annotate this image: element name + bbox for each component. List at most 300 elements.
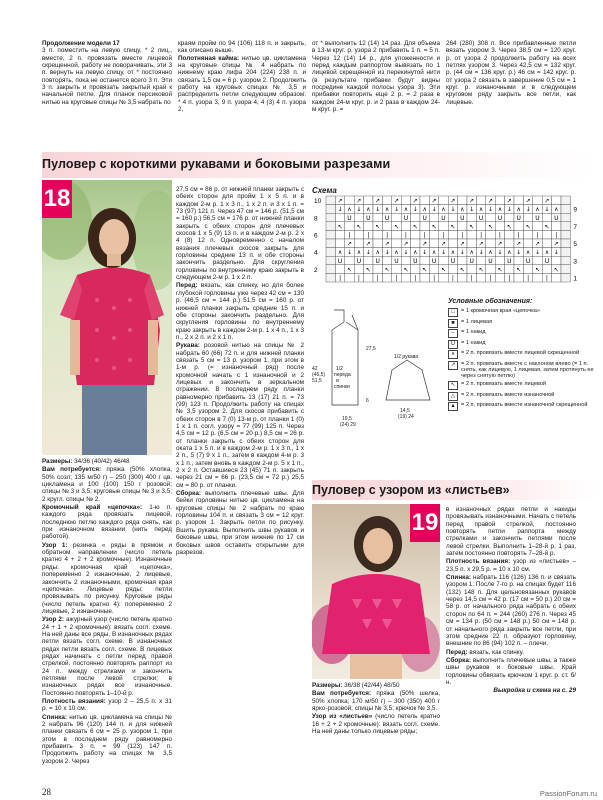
chart-symbol: | (527, 275, 530, 282)
continuation-heading: Продолжение модели 17 (42, 40, 120, 47)
chart-cell (561, 256, 570, 265)
model-19-col-right: в изнаночных рядах петли и накиды провязывать изнаночными. Начать с петель перед правой стрелкой, постоянно повторять петли раппорта между стрелками и закончить петлями после левой стрелки. Выполнить 1–28-й р. 1 раз, затем постоянно повторять 7–28-й р. Плотность вязания: узор из «листьев» – 23,5 п. x 29,5 р. = 10 x 10 см. Спинка: набрать 116 (126) 136 п. и связать узором 1. После 7-го р. на спицах будет 116 (132) 148 п. Для цельновязанных рукавов через 14,5 см = 42 р. (17 см = 50 р.) 20 см = 58 р. от начального ряда набрать с обеих сторон по 64 п. = 244 (260) 276 п. Через 45 см = 134 р. (50 см = 148 р.) 50 см = 148 р. от начального ряда закрыть все петли, при этом средние 22 п. образуют горловину, внешние по 86 (94) 102 п. – плечи. Перед: вязать, как спинку. Сборка: выполнить плечевые швы, а также швы рукавов и боковые швы. Край горловины обвязать крючком 1 круг. р. ст. б/н. Выкройка и схема на с. 29 (446, 506, 577, 695)
back-label-2: переда (334, 372, 351, 378)
svg-text:(46,5): (46,5) (312, 372, 326, 378)
svg-text:27,5: 27,5 (366, 346, 376, 352)
chart-symbol: ↖ (346, 266, 353, 274)
chart-symbol: | (555, 232, 558, 239)
chart-symbol: U (544, 257, 550, 265)
chart-cell (458, 256, 467, 265)
chart-cell (345, 273, 354, 282)
chart-cell (448, 239, 457, 248)
chart-cell (401, 256, 410, 265)
back-label-1: 1/2 (336, 366, 343, 372)
chart-symbol: | (480, 232, 483, 239)
chart-cell (533, 273, 542, 282)
chart-cell (335, 230, 344, 239)
chart-cell (420, 273, 429, 282)
chart-symbol: ∧ (478, 206, 484, 214)
chart-symbol: ↗ (450, 197, 456, 205)
knitting-chart (312, 194, 597, 286)
chart-symbol: ↗ (422, 240, 428, 248)
chart-symbol: ∧ (488, 249, 493, 257)
continuation-text: 3 п. поместить на левую спицу, * 2 лиц., вместе, 2 п. провязать вместе лицевой скрещенной, работу не поворачивать, эти 3 п. вернуть на левую спицу, от * постоянно повторять, пока не останется всего 3 п. Эти 3 п. закрыть и провязать закрытый край к начальной петле. Для планок персиковой нитью на круговые спицы № 3,5 набрать по (42, 47, 172, 106)
chart-symbol: ↓ (365, 249, 371, 257)
dim-left: 42 (312, 366, 318, 372)
chart-cell (495, 273, 504, 282)
chart-symbol: ↗ (393, 197, 400, 205)
chart-cell (505, 230, 514, 239)
site-watermark: PassionForum.ru (539, 789, 597, 798)
top-col-1 (42, 40, 172, 107)
chart-symbol: ↓ (440, 249, 447, 257)
chart-cell (335, 265, 344, 274)
chart-symbol: U (347, 214, 352, 222)
chart-cell (439, 196, 448, 205)
chart-symbol: ↗ (375, 197, 381, 205)
chart-cell (382, 196, 391, 205)
chart-symbol: ↖ (431, 223, 437, 231)
chart-cell (382, 273, 391, 282)
chart-cell (439, 222, 448, 231)
chart-cell (505, 265, 514, 274)
chart-cell (326, 248, 335, 257)
chart-symbol: ∧ (535, 206, 540, 214)
chart-symbol: ↖ (337, 223, 343, 231)
chart-cell (354, 230, 363, 239)
chart-cell (345, 256, 354, 265)
chart-symbol: | (508, 275, 511, 282)
chart-cell (429, 239, 438, 248)
chart-symbol: ↖ (534, 266, 541, 274)
chart-cell (401, 222, 410, 231)
row-number-right: 3 (573, 258, 578, 266)
chart-cell (495, 256, 504, 265)
chart-symbol: | (489, 275, 492, 282)
chart-cell (561, 273, 570, 282)
chart-symbol: ∧ (525, 249, 531, 257)
chart-symbol: ↗ (544, 197, 550, 205)
chart-symbol: ↖ (469, 223, 475, 231)
chart-cell (364, 256, 373, 265)
chart-cell (364, 196, 373, 205)
chart-cell (392, 265, 401, 274)
chart-cell (561, 248, 570, 257)
chart-cell (514, 222, 523, 231)
top-col-4: 264 (280) 308 п. Все прибавленные петли вязать узором 3. Через 38,5 см = 120 круг. р. от узора 2 продолжить работу на всех петлях узором 3. Через 42,5 см = 132 круг. р. (44 см = 136 круг. р.) 46 см = 142 круг. р. от узора 2 связать в завершение 0,5 см = 1 круг. р. изнаночными и в следующем круговом ряду закрыть все петли, как лицевые. (446, 40, 576, 106)
chart-cell (401, 196, 410, 205)
chart-symbol: ↗ (478, 240, 484, 248)
chart-symbol: ↗ (487, 197, 494, 205)
chart-symbol: ↓ (337, 206, 343, 214)
chart-symbol: U (431, 257, 437, 265)
chart-symbol: | (339, 275, 342, 282)
chart-cell (392, 239, 401, 248)
chart-symbol: ∧ (356, 249, 362, 257)
chart-cell (514, 273, 523, 282)
chart-symbol: ↖ (412, 223, 418, 231)
legend-item (448, 402, 596, 411)
chart-symbol: ↓ (478, 249, 484, 257)
chart-symbol: ↓ (553, 249, 559, 257)
chart-symbol: | (442, 232, 445, 239)
chart-cell (533, 256, 542, 265)
chart-cell (326, 205, 335, 214)
chart-symbol: | (517, 232, 520, 239)
chart-cell (354, 239, 363, 248)
chart-cell (486, 239, 495, 248)
chart-cell (448, 213, 457, 222)
chart-cell (411, 230, 420, 239)
legend-text: = 2 п. провязать вместе изнаночной скрещенной (461, 402, 588, 409)
chart-symbol: ↓ (412, 206, 418, 214)
section-title-19: Пуловер с узором из «листьев» (312, 483, 510, 497)
chart-cell (476, 273, 485, 282)
legend-text: = 2 п. провязать вместе лицевой скрещенной (461, 350, 580, 356)
chart-symbol: ↓ (356, 206, 362, 214)
chart-symbol: | (395, 275, 398, 282)
chart-symbol: | (367, 232, 370, 239)
chart-symbol: ∧ (516, 206, 521, 214)
chart-title: Схема (312, 186, 337, 195)
chart-symbol: ↓ (544, 206, 550, 214)
chart-cell (411, 239, 420, 248)
chart-cell (345, 196, 354, 205)
legend-symbol: □ (448, 308, 458, 317)
chart-symbol: ↓ (403, 249, 409, 257)
chart-symbol: ↖ (450, 223, 456, 231)
chart-cell (561, 239, 570, 248)
chart-symbol: ∧ (450, 249, 456, 257)
chart-symbol: ↗ (346, 240, 353, 248)
chart-symbol: U (460, 214, 465, 222)
model-number-19: 19 (410, 504, 440, 542)
chart-symbol: ∧ (366, 206, 371, 214)
chart-symbol: ↓ (431, 206, 437, 214)
row-number-right: 9 (573, 206, 578, 214)
chart-cell (429, 213, 438, 222)
chart-cell (439, 273, 448, 282)
legend-item (448, 329, 596, 338)
top-col-3: от * выполнить 12 (14) 14 раз. Для объема в 13-м круг. р. узора 2 прибавить 1 п. = 5 п. Через 12 (14) 14 р., для уложенности и перед каждым раппортом вывязать по 1 лицевой скрещенной из перекинутой нити (в результате прибавки будут видны посредине каждой полосы узора 3). Эти прибавки повторить еще 2 р. = 2 раза в каждом 24-м круг. р. и 2 раза в каждом 24-м круг. р. = (312, 40, 440, 114)
chart-symbol: | (404, 232, 407, 239)
svg-text:51,5: 51,5 (312, 378, 322, 384)
row-number-left: 8 (314, 215, 318, 223)
chart-symbol: ↖ (422, 266, 428, 274)
chart-symbol: U (535, 214, 540, 222)
chart-symbol: ↓ (459, 249, 465, 257)
chart-cell (382, 222, 391, 231)
row-number-right: 5 (573, 241, 578, 249)
chart-symbol: ∧ (422, 206, 427, 214)
chart-cell (326, 230, 335, 239)
chart-symbol: ↗ (516, 240, 522, 248)
chart-cell (411, 213, 420, 222)
chart-symbol: U (403, 214, 409, 222)
legend-symbol: ■ (448, 319, 458, 328)
chart-cell (486, 230, 495, 239)
sleeve-label: 1/2 рукава (394, 354, 419, 360)
chart-symbol: ↗ (553, 240, 559, 248)
legend-symbol: ↗ (448, 361, 458, 370)
chart-cell (354, 265, 363, 274)
chart-cell (476, 256, 485, 265)
legend-symbol: ▲ (448, 402, 458, 411)
chart-symbol: U (394, 257, 399, 265)
chart-cell (392, 213, 401, 222)
chart-symbol: ↖ (384, 266, 390, 274)
chart-symbol: ↖ (440, 266, 447, 274)
chart-symbol: ↗ (337, 197, 343, 205)
chart-cell (542, 213, 551, 222)
chart-cell (373, 265, 382, 274)
legend-item (448, 308, 596, 317)
chart-cell (420, 196, 429, 205)
chart-symbol: ↗ (356, 197, 362, 205)
row-number-left: 2 (314, 266, 318, 274)
chart-cell (467, 213, 476, 222)
chart-cell (523, 230, 532, 239)
chart-cell (420, 222, 429, 231)
chart-cell (326, 273, 335, 282)
chart-symbol: U (478, 214, 484, 222)
chart-symbol: | (461, 232, 464, 239)
chart-cell (523, 213, 532, 222)
chart-symbol: ↗ (365, 240, 371, 248)
chart-cell (411, 265, 420, 274)
svg-text:6: 6 (366, 398, 369, 404)
chart-cell (429, 265, 438, 274)
chart-symbol: | (498, 232, 501, 239)
chart-cell (401, 273, 410, 282)
chart-cell (364, 273, 373, 282)
chart-symbol: U (450, 257, 456, 265)
chart-symbol: ∧ (460, 206, 465, 214)
chart-symbol: ∧ (431, 249, 437, 257)
chart-symbol: | (348, 232, 351, 239)
chart-cell (326, 196, 335, 205)
chart-symbol: ∧ (375, 249, 380, 257)
chart-symbol: | (470, 275, 473, 282)
chart-symbol: ↓ (506, 206, 512, 214)
chart-symbol: ∧ (554, 206, 559, 214)
chart-symbol: ↓ (450, 206, 456, 214)
chart-symbol: | (545, 275, 548, 282)
chart-symbol: ↖ (487, 223, 494, 231)
chart-cell (552, 273, 561, 282)
chart-symbol: ↗ (431, 197, 437, 205)
legend-title: Условные обозначения: (448, 298, 533, 305)
chart-cell (326, 222, 335, 231)
chart-symbol: ↓ (487, 206, 494, 214)
chart-symbol: U (366, 214, 371, 222)
chart-cell (542, 265, 551, 274)
chart-symbol: ∧ (497, 206, 503, 214)
chart-symbol: ↗ (403, 240, 409, 248)
chart-symbol: ∧ (337, 249, 343, 257)
chart-symbol: ↗ (469, 197, 475, 205)
chart-symbol: | (423, 232, 426, 239)
legend-item (448, 340, 596, 349)
legend-text: = 1 кромочная края «цепочка» (461, 308, 541, 314)
chart-symbol: U (469, 257, 474, 265)
legend-symbol: ↖ (448, 381, 458, 390)
chart-symbol: U (488, 257, 493, 265)
chart-cell (326, 256, 335, 265)
chart-cell (429, 230, 438, 239)
chart-cell (542, 239, 551, 248)
chart-symbol: ↓ (384, 249, 390, 257)
svg-text:(19) 24: (19) 24 (398, 414, 414, 420)
chart-cell (448, 265, 457, 274)
chart-symbol: ↖ (393, 223, 400, 231)
chart-cell (495, 196, 504, 205)
chart-cell (373, 213, 382, 222)
chart-symbol: U (525, 257, 531, 265)
chart-symbol: ↗ (534, 240, 541, 248)
chart-symbol: ↓ (516, 249, 522, 257)
chart-symbol: ↖ (497, 266, 503, 274)
chart-symbol: U (441, 214, 446, 222)
chart-cell (326, 265, 335, 274)
legend-text: = 1 накид (461, 329, 486, 335)
chart-cell (467, 265, 476, 274)
chart-symbol: U (413, 257, 418, 265)
legend-text: = 2 п. провязать вместе изнаночной (461, 391, 555, 398)
chart-symbol: ↓ (393, 206, 400, 214)
chart-cell (458, 196, 467, 205)
chart-symbol: ↖ (544, 223, 550, 231)
chart-symbol: ∧ (441, 206, 446, 214)
chart-symbol: U (356, 257, 362, 265)
back-label-4: спинки (334, 384, 350, 390)
chart-symbol: ∧ (544, 249, 550, 257)
chart-cell (448, 230, 457, 239)
chart-cell (533, 196, 542, 205)
chart-cell (467, 230, 476, 239)
chart-cell (542, 230, 551, 239)
legend-item (448, 361, 596, 380)
row-number-left: 10 (314, 198, 322, 206)
chart-cell (561, 213, 570, 222)
chart-symbol: ∧ (413, 249, 418, 257)
chart-cell (552, 196, 561, 205)
legend-text: = 1 накид (461, 339, 486, 346)
chart-cell (495, 222, 504, 231)
chart-cell (505, 239, 514, 248)
model-18-photo (42, 180, 172, 455)
chart-symbol: | (451, 275, 454, 282)
chart-cell (382, 256, 391, 265)
chart-symbol: ↓ (525, 206, 531, 214)
svg-text:19,5: 19,5 (342, 416, 352, 422)
model-number-18: 18 (42, 180, 72, 218)
chart-cell (523, 239, 532, 248)
svg-text:14,5: 14,5 (400, 408, 410, 414)
chart-cell (364, 222, 373, 231)
chart-symbol: ↓ (346, 249, 353, 257)
chart-cell (552, 256, 561, 265)
chart-symbol: ↗ (525, 197, 531, 205)
top-col-2: краям пройм по 94 (106) 118 п. и закрыть, как описано выше. Полотняная кайма: нитью цв. цикламена на круговые спицы № 4 набрать по нижнему краю лифа 204 (224) 238 п. и связать 1,5 см = 6 р. узором 2. Продолжить работу на круговых спицах № 3,5 и распределить петли следующим образом: * 4 п. узора 3, 9 п. узора 4, 4 (3) 4 п. узора 2, (178, 40, 306, 114)
svg-text:(24) 29: (24) 29 (340, 422, 356, 428)
legend-item (448, 319, 596, 328)
chart-symbol: ↖ (478, 266, 484, 274)
chart-cell (439, 256, 448, 265)
chart-symbol: ∧ (469, 249, 474, 257)
chart-cell (486, 213, 495, 222)
chart-cell (514, 196, 523, 205)
chart-cell (373, 230, 382, 239)
chart-cell (467, 239, 476, 248)
model-19-col-left: Размеры: 36/38 (42/44) 48/50 Вам потребуется: пряжа (50% шелка, 50% хлопка; 170 м/50 г) – 300 (350) 400 г ярко-розовой; спицы № 3,5; крючок № 3,5. Узор из «листьев» (число петель кратно 16 + 2 + 2 кромочные): вязать согл. схеме. На ней даны только лицевые ряды; (312, 682, 440, 736)
chart-symbol: U (507, 257, 512, 265)
chart-symbol: ↖ (403, 266, 409, 274)
chart-cell (354, 213, 363, 222)
chart-cell (326, 213, 335, 222)
chart-symbol: | (376, 275, 379, 282)
chart-cell (561, 205, 570, 214)
chart-symbol: U (384, 214, 390, 222)
chart-symbol: ↖ (553, 266, 559, 274)
chart-cell (552, 222, 561, 231)
chart-symbol: ∧ (507, 249, 512, 257)
chart-symbol: U (516, 214, 521, 222)
chart-symbol: ↗ (440, 240, 447, 248)
chart-symbol: ↗ (506, 197, 512, 205)
chart-cell (335, 213, 344, 222)
legend-item (448, 392, 596, 401)
chart-symbol: U (375, 257, 380, 265)
chart-symbol: | (433, 275, 436, 282)
chart-symbol: ↓ (375, 206, 381, 214)
chart-cell (458, 273, 467, 282)
model-18-col-mid: 27,5 см = 86 р. от нижней планки закрыть с обеих сторон для пройм 1 x 5 п. и в каждом 2-м р. 1 x 3 п., 1 x 2 п. и 3 x 1 п. = 73 (97) 121 п. Через 47 см = 146 р. (51,5 см = 160 р.) 56,5 см = 176 р. от нижней планки закрыть с обеих сторон для плечевых скосов 1 x 5 (9) 13 п. и в каждом 2-м р. 2 x 4 (8) 12 п. Одновременно с началом вязания плечевых скосов закрыть для горловины средние 13 п. и обе стороны закончить раздельно. Для скругления горловины по внутреннему краю закрыть в следующем 2-м р. 1 x 2 п. Перед: вязать, как спинку, но для более глубокой горловины уже через 42 см = 130 р. (46,5 см = 144 р.) 51,5 см = 160 р. от нижней планки закрыть средние 15 п. и обе стороны закончить раздельно. Для скругления горловины по внутреннему краю закрыть в каждом 2-м р. 1 x 4 п., 1 x 3 п., 2 x 2 п. и 2 x 1 п. Рукава: розовой нитью на спицы № 2 набрать 60 (66) 72 п. и для нижней планки связать 5 см = 13 р. узором 1, при этом в 1-м р. (= изнаночный ряд) после кромочной начать с 1 изнаночной и 2 лицевых и закончить в зеркальном отражении. В последнем ряду планки равномерно прибавить 13 (17) 21 п. = 73 (99) 123 п. Продолжить работу на спицах № 3,5 узором 2. Для скосов прибавить с обеих сторон в 7 (0) 13-м р. от планки 1 (0) 1 x 1 п. согл. узору = 77 (99) 125 п. Через 4,5 см = 12 р. (6,5 см = 20 р.) 8,5 см = 26 р. от планки закрыть с обеих сторон для окатa 1 x 5 п. и в каждом 2-м р. 1 x 3 п., 1 x 2 п., 5 (7) 9 x 1 п., затем в каждом 4-м р. 3 x 1 п., затем вновь в каждом 2-м р. 5 x 1 п., 2 x 2 п. Оставшиеся 23 (45) 71 п. закрыть через 21 см = 66 р. (23,5 см = 72 р.) 25,5 см = 80 р. от планки. Сборка: выполнить плечевые швы. Для бейки горловины нитью цв. цикламена на круговые спицы № 2 набрать по краю горловины 104 п. и связать 3 см = 12 круг. р. узором 1. Закрыть петли по рисунку. Вшить рукава. Выполнить швы рукавов и боковые швы, при этом нижние по 17 см боковых швов оставить открытыми для разрезов. (176, 186, 304, 556)
chart-cell (514, 256, 523, 265)
legend-symbol: U (448, 340, 458, 349)
chart-symbol: ↖ (375, 223, 381, 231)
legend-text: = 2 п. провязать вместе лицевой (461, 381, 547, 388)
section-title-18: Пуловер с короткими рукавами и боковыми разрезами (42, 157, 391, 171)
chart-symbol: ↖ (506, 223, 512, 231)
chart-cell (335, 239, 344, 248)
chart-cell (458, 222, 467, 231)
legend-symbol: △ (448, 392, 458, 401)
chart-cell (476, 222, 485, 231)
chart-symbol: ↖ (525, 223, 531, 231)
page-number: 28 (42, 787, 51, 797)
chart-cell (476, 196, 485, 205)
chart-cell (561, 265, 570, 274)
chart-cell (373, 239, 382, 248)
row-number-right: 1 (573, 275, 578, 283)
chart-cell (345, 222, 354, 231)
legend-item (448, 350, 596, 359)
chart-cell (505, 213, 514, 222)
chart-symbol: U (554, 214, 559, 222)
chart-cell (523, 265, 532, 274)
chart-cell (533, 222, 542, 231)
chart-symbol: ↖ (516, 266, 522, 274)
chart-symbol: U (422, 214, 427, 222)
row-number-left: 6 (314, 232, 318, 240)
chart-cell (561, 222, 570, 231)
chart-cell (420, 256, 429, 265)
back-label-3: и (336, 378, 339, 384)
chart-symbol: ∧ (403, 206, 409, 214)
chart-symbol: ↓ (497, 249, 503, 257)
chart-symbol: ↗ (497, 240, 503, 248)
